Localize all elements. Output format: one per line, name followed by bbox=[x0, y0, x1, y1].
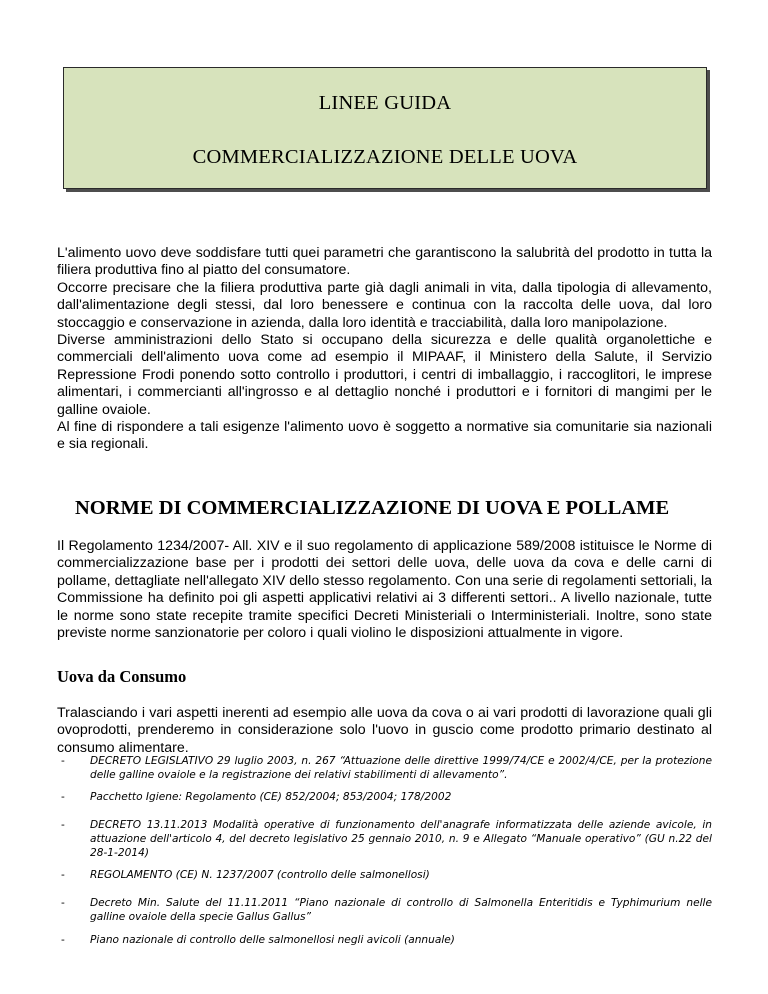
references-list bbox=[57, 754, 712, 949]
list-item-text: Pacchetto Igiene: Regolamento (CE) 852/2004; 853/2004; 178/2002 bbox=[90, 791, 452, 803]
norme-paragraph: Il Regolamento 1234/2007- All. XIV e il suo regolamento di applicazione 589/2008 istituisce le Norme di commercializzazione base per i prodotti dei settori delle uova, delle uova da cova e delle carni di pollame, dettagliate nell'allegato XIV dello stesso regolamento. Con una serie di regolamenti settoriali, la Commissione ha definito poi gli aspetti applicativi relativi ai 3 differenti settori.. A livello nazionale, tutte le norme sono state recepite tramite specifici Decreti Ministeriali o Interministeriali. Inoltre, sono state previste norme sanzionatorie per coloro i quali violino le disposizioni attualmente in vigore. bbox=[57, 538, 712, 642]
section-text-norme bbox=[57, 538, 712, 642]
intro-paragraph-1: L'alimento uovo deve soddisfare tutti quei parametri che garantiscono la salubrità del prodotto in tutta la filiera produttiva fino al piatto del consumatore. bbox=[57, 245, 712, 279]
intro-section bbox=[57, 245, 712, 454]
list-item bbox=[57, 933, 712, 949]
list-item-text: DECRETO LEGISLATIVO 29 luglio 2003, n. 267 “Attuazione delle direttive 1999/74/CE e 2002/4/CE, per la protezione delle galline ovaiole e la registrazione dei relativi stabilimenti di allevamento”. bbox=[90, 755, 712, 781]
list-dash: - bbox=[61, 791, 65, 803]
list-item-text: Piano nazionale di controllo delle salmonellosi negli avicoli (annuale) bbox=[90, 934, 455, 946]
list-item bbox=[57, 790, 712, 812]
list-dash: - bbox=[61, 819, 65, 831]
title-box bbox=[63, 67, 707, 189]
list-item bbox=[57, 896, 712, 926]
list-item bbox=[57, 754, 712, 784]
section-text-uova bbox=[57, 705, 712, 757]
intro-paragraph-2: Occorre precisare che la filiera produttiva parte già dagli animali in vita, dalla tipologia di allevamento, dall'alimentazione degli stessi, dal loro benessere e continua con la raccolta delle uova, dal loro stoccaggio e conservazione in azienda, dalla loro identità e tracciabilità, dalla loro manipolazione. bbox=[57, 279, 712, 331]
list-dash: - bbox=[61, 897, 65, 909]
list-dash: - bbox=[61, 869, 65, 881]
list-item bbox=[57, 818, 712, 862]
intro-paragraph-4: Al fine di rispondere a tali esigenze l'alimento uovo è soggetto a normative sia comunitarie sia nazionali e sia regionali. bbox=[57, 419, 712, 453]
list-dash: - bbox=[61, 755, 65, 767]
list-item bbox=[57, 868, 712, 890]
section-heading-norme: NORME DI COMMERCIALIZZAZIONE DI UOVA E POLLAME bbox=[75, 497, 670, 519]
document-title: LINEE GUIDA bbox=[318, 92, 452, 114]
list-item-text: DECRETO 13.11.2013 Modalità operative di funzionamento dell'anagrafe informatizzata delle aziende avicole, in attuazione dell'articolo 4, del decreto legislativo 25 gennaio 2010, n. 9 e Allegato “Manuale operativo” (GU n.22 del 28-1-2014) bbox=[90, 819, 712, 859]
list-item-text: REGOLAMENTO (CE) N. 1237/2007 (controllo delle salmonellosi) bbox=[90, 869, 430, 881]
intro-paragraph-3: Diverse amministrazioni dello Stato si occupano della sicurezza e delle qualità organolettiche e commerciali dell'alimento uova come ad esempio il MIPAAF, il Ministero della Salute, il Servizio Repressione Frodi ponendo sotto controllo i produttori, i centri di imballaggio, i raccoglitori, le imprese alimentari, i commercianti all'ingrosso e al dettaglio nonché i produttori e i fornitori di mangimi per le galline ovaiole. bbox=[57, 332, 712, 418]
section-heading-uova: Uova da Consumo bbox=[57, 667, 187, 686]
uova-paragraph: Tralasciando i vari aspetti inerenti ad esempio alle uova da cova o ai vari prodotti di lavorazione quali gli ovoprodotti, prenderemo in considerazione solo l'uovo in guscio come prodotto primario destinato al consumo alimentare. bbox=[57, 705, 712, 756]
list-dash: - bbox=[61, 934, 65, 946]
document-subtitle: COMMERCIALIZZAZIONE DELLE UOVA bbox=[192, 146, 578, 168]
list-item-text: Decreto Min. Salute del 11.11.2011 “Piano nazionale di controllo di Salmonella Enteritidis e Typhimurium nelle galline ovaiole della specie Gallus Gallus” bbox=[90, 897, 712, 923]
